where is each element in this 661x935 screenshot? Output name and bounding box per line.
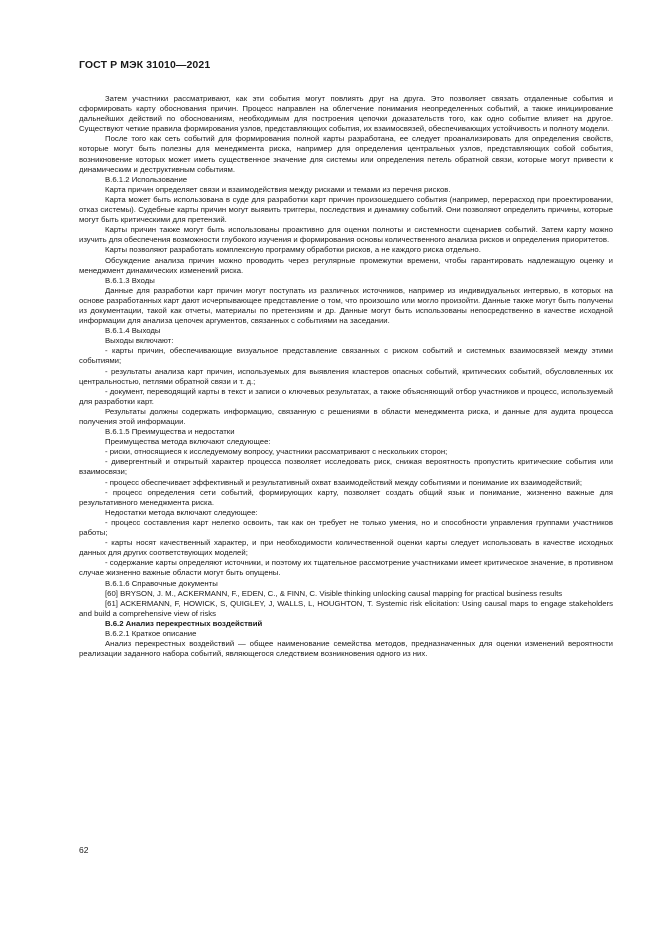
section-heading: В.6.1.5 Преимущества и недостатки [105, 427, 235, 437]
document-header: ГОСТ Р МЭК 31010—2021 [79, 59, 211, 71]
section-heading: В.6.1.2 Использование [105, 174, 188, 184]
document-body [79, 94, 613, 659]
list-item: - риски, относящиеся к исследуемому вопросу, участники рассматривают с нескольких сторон; [105, 447, 448, 457]
paragraph: Карты причин также могут быть использованы проактивно для оценки полноты и системности сценариев событий. Затем карту можно изучить для обеспечения возможности глубокого изучения и формирования основы количественного анализа рисков и определения приоритетов. [79, 225, 613, 245]
list-item: - документ, переводящий карты в текст и записи о ключевых результатах, а также объясняющий отбор участников и процесс, используемый для разработки карт. [79, 386, 613, 406]
paragraph: Затем участники рассматривают, как эти события могут повлиять друг на друга. Это позволяет связать отдаленные события и сформировать карту обоснования причин. Процесс направлен на облегчение понимания неопределенных событий, а также инициирование дальнейших действий по обоснованиям, необходимым для построения цепочки доказательств того, как одно событие влияет на другое. Существуют четкие правила формирования узлов, представляющих события, их взаимосвязей, обеспечивающих устойчивость и полноту модели. [79, 94, 613, 134]
list-item: - результаты анализа карт причин, используемых для выявления кластеров опасных событий, критических событий, обусловленных их центральностью, петлями обратной связи и т. д.; [79, 366, 613, 386]
page-number: 62 [79, 845, 89, 855]
reference-item: [61] ACKERMANN, F, HOWICK, S, QUIGLEY, J, WALLS, L, HOUGHTON, T. Systemic risk elicitation: Using causal maps to engage stakeholders and build a comprehensive view of risks [79, 598, 613, 618]
paragraph: Карта причин определяет связи и взаимодействия между рисками и темами из перечня рисков. [105, 184, 451, 194]
list-item: - карты носят качественный характер, и при необходимости количественной оценки карты следует использовать в качестве исходных данных для других соответствующих моделей; [79, 538, 613, 558]
list-item: - процесс обеспечивает эффективный и результативный охват взаимодействий между событиями и понимание их взаимодействий; [105, 477, 582, 487]
paragraph: После того как сеть событий для формирования полной карты разработана, ее следует проанализировать для определения свойств, которые могут быть полезны для менеджмента риска, например для определения центральных узлов, представляющих собой события, возникновение которых может иметь существенное значение для системы или определения петель обратной связи, которые могут привести к динамическим и деструктивным событиям. [79, 134, 613, 174]
section-heading: В.6.1.3 Входы [105, 275, 155, 285]
paragraph: Недостатки метода включают следующее: [105, 507, 258, 517]
reference-item: [60] BRYSON, J. M., ACKERMANN, F., EDEN, C., & FINN, C. Visible thinking unlocking causal mapping for practical business results [105, 588, 563, 598]
section-heading: В.6.2.1 Краткое описание [105, 628, 197, 638]
paragraph: Карты позволяют разработать комплексную программу обработки рисков, а не каждого риска отдельно. [105, 245, 481, 255]
paragraph: Карта может быть использована в суде для разработки карт причин произошедшего события (например, перерасход при проектировании, отказ системы). Судебные карты причин могут выявить триггеры, последствия и динамику событий. Они позволяют определить причины, которые могут быть критическими для претензий. [79, 194, 613, 225]
paragraph: Данные для разработки карт причин могут поступать из различных источников, например из индивидуальных интервью, в которых на основе разработанных карт дают исчерпывающее представление о том, что произошло или могло произойти. Данные также могут быть получены из документации, такой как отчеты, материалы по претензиям и др. Данные могут быть использованы непосредственно в качестве исходной информации для анализа цепочек аргументов, связанных с событиями на заседании. [79, 285, 613, 326]
section-heading: В.6.1.6 Справочные документы [105, 578, 218, 588]
paragraph: Анализ перекрестных воздействий — общее наименование семейства методов, предназначенных для оценки изменений вероятности реализации заданного набора событий, являющегося следствием возникновения одного из них. [79, 639, 613, 659]
list-item: - процесс составления карт нелегко освоить, так как он требует не только умения, но и способности управления группами участников работы; [79, 517, 613, 538]
list-item: - содержание карты определяют источники, и поэтому их тщательное рассмотрение участниками имеет критическое значение, в противном случае жизненно важные области могут быть опущены. [79, 558, 613, 578]
paragraph: Преимущества метода включают следующее: [105, 437, 271, 447]
section-heading: В.6.1.4 Выходы [105, 326, 161, 336]
list-item: - карты причин, обеспечивающие визуальное представление связанных с риском событий и системных взаимосвязей между этими событиями; [79, 346, 613, 366]
paragraph: Выходы включают: [105, 336, 174, 346]
section-heading-bold: В.6.2 Анализ перекрестных воздействий [105, 618, 263, 628]
list-item: - процесс определения сети событий, формирующих карту, позволяет создать общий язык и понимание, жизненно важные для результативного менеджмента риска. [79, 487, 613, 507]
paragraph: Обсуждение анализа причин можно проводить через регулярные промежутки времени, чтобы гарантировать надлежащую оценку и менеджмент динамических изменений риска. [79, 255, 613, 275]
list-item: - дивергентный и открытый характер процесса позволяет исследовать риск, снижая вероятность пропустить критические события или взаимосвязи; [79, 457, 613, 477]
paragraph: Результаты должны содержать информацию, связанную с решениями в области менеджмента риска, и данные для аудита процесса получения этой информации. [79, 406, 613, 426]
